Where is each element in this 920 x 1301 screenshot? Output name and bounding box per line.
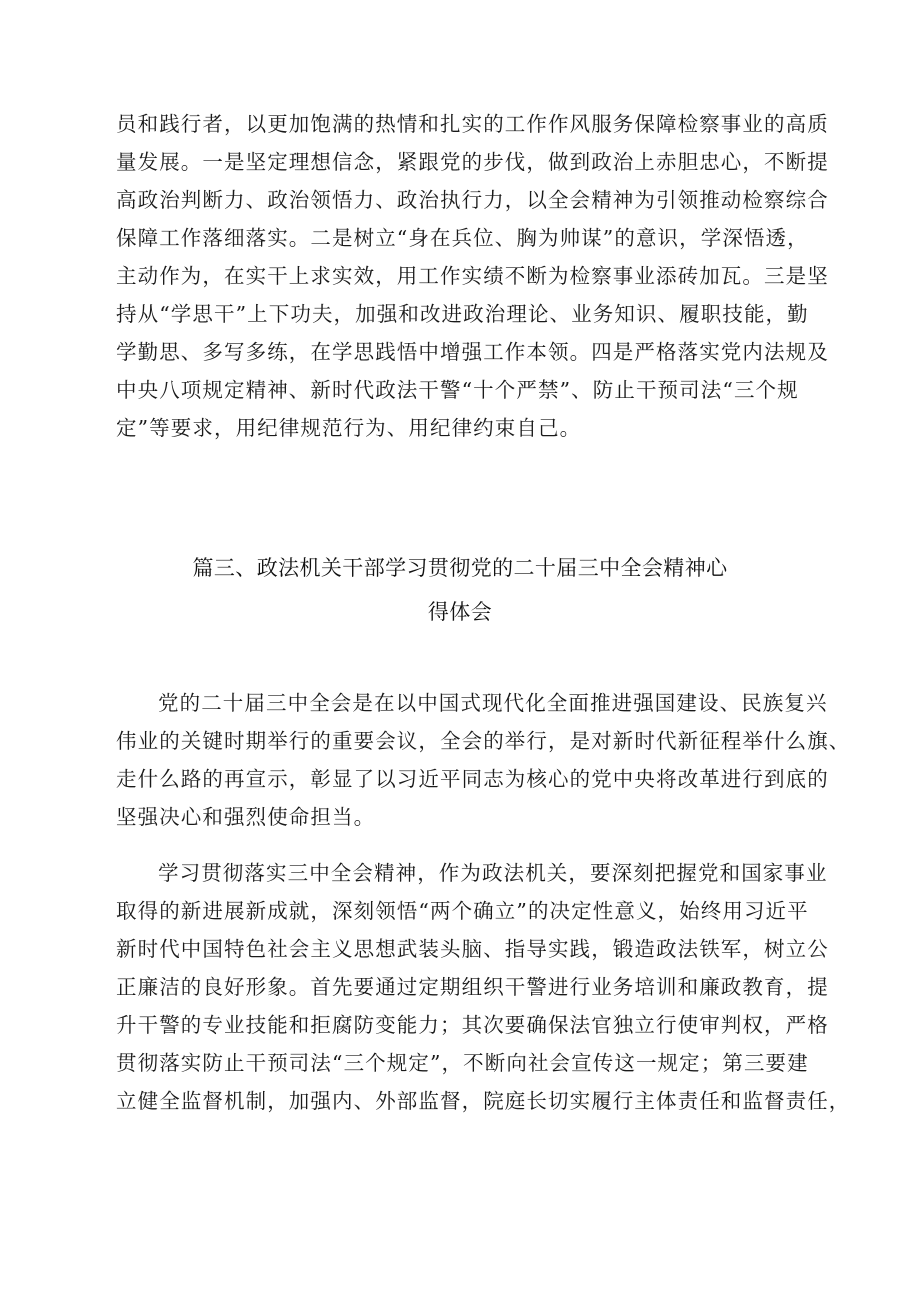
text-line: 高政治判断力、政治领悟力、政治执行力，以全会精神为引领推动检察综合 xyxy=(116,188,829,212)
text-line: 员和践行者，以更加饱满的热情和扎实的工作作风服务保障检察事业的高质 xyxy=(116,112,829,136)
text-line: 党的二十届三中全会是在以中国式现代化全面推进强国建设、民族复兴 xyxy=(158,691,828,715)
text-line: 学习贯彻落实三中全会精神，作为政法机关，要深刻把握党和国家事业 xyxy=(158,861,828,885)
text-line: 新时代中国特色社会主义思想武装头脑、指导实践，锻造政法铁军，树立公 xyxy=(116,937,829,961)
text-line: 正廉洁的良好形象。首先要通过定期组织干警进行业务培训和廉政教育，提 xyxy=(116,975,829,999)
text-line: 主动作为，在实干上求实效，用工作实绩不断为检察事业添砖加瓦。三是坚 xyxy=(116,264,829,288)
text-line: 伟业的关键时期举行的重要会议，全会的举行，是对新时代新征程举什么旗、 xyxy=(116,729,851,753)
text-line: 坚强决心和强烈使命担当。 xyxy=(116,805,376,829)
text-line: 取得的新进展新成就，深刻领悟“两个确立”的决定性意义，始终用习近平 xyxy=(116,899,809,923)
text-line: 走什么路的再宣示，彰显了以习近平同志为核心的党中央将改革进行到底的 xyxy=(116,767,829,791)
heading-line-1: 篇三、政法机关干部学习贯彻党的二十届三中全会精神心 xyxy=(192,556,728,580)
text-line: 立健全监督机制，加强内、外部监督，院庭长切实履行主体责任和监督责任， xyxy=(116,1089,851,1113)
heading-line-2: 得体会 xyxy=(427,600,493,624)
text-line: 定”等要求，用纪律规范行为、用纪律约束自己。 xyxy=(116,416,582,440)
text-line: 量发展。一是坚定理想信念，紧跟党的步伐，做到政治上赤胆忠心，不断提 xyxy=(116,150,829,174)
text-line: 保障工作落细落实。二是树立“身在兵位、胸为帅谋”的意识，学深悟透， xyxy=(116,226,809,250)
text-line: 学勤思、多写多练，在学思践悟中增强工作本领。四是严格落实党内法规及 xyxy=(116,340,829,364)
text-line: 贯彻落实防止干预司法“三个规定”，不断向社会宣传这一规定；第三要建 xyxy=(116,1051,809,1075)
text-line: 升干警的专业技能和拒腐防变能力；其次要确保法官独立行使审判权，严格 xyxy=(116,1013,829,1037)
text-line: 中央八项规定精神、新时代政法干警“十个严禁”、防止干预司法“三个规 xyxy=(116,378,799,402)
text-line: 持从“学思干”上下功夫，加强和改进政治理论、业务知识、履职技能，勤 xyxy=(116,302,809,326)
